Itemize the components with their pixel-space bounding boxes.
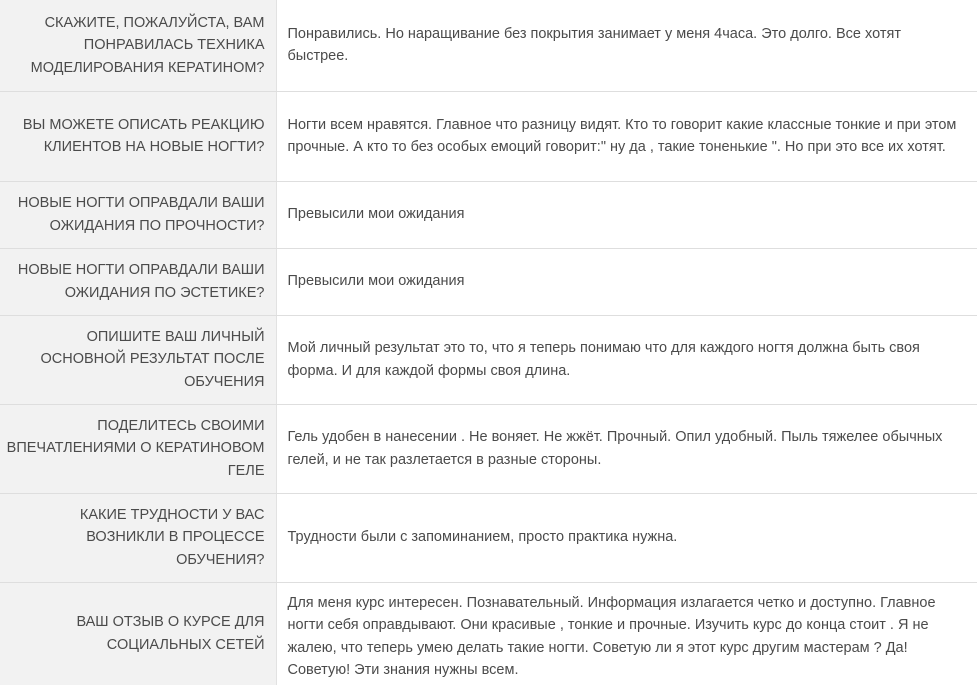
question-cell: СКАЖИТЕ, ПОЖАЛУЙСТА, ВАМ ПОНРАВИЛАСЬ ТЕХНИКА МОДЕЛИРОВАНИЯ КЕРАТИНОМ? [0, 0, 276, 91]
answer-cell: Превысили мои ожидания [276, 248, 977, 315]
table-row [0, 493, 977, 582]
answer-cell: Понравились. Но наращивание без покрытия занимает у меня 4часа. Это долго. Все хотят быстрее. [276, 0, 977, 91]
answer-cell: Гель удобен в нанесении . Не воняет. Не жжёт. Прочный. Опил удобный. Пыль тяжелее обычных гелей, и не так разлетается в разные стороны. [276, 404, 977, 493]
question-cell: ОПИШИТЕ ВАШ ЛИЧНЫЙ ОСНОВНОЙ РЕЗУЛЬТАТ ПОСЛЕ ОБУЧЕНИЯ [0, 315, 276, 404]
answer-cell: Трудности были с запоминанием, просто практика нужна. [276, 493, 977, 582]
question-cell: НОВЫЕ НОГТИ ОПРАВДАЛИ ВАШИ ОЖИДАНИЯ ПО ЭСТЕТИКЕ? [0, 248, 276, 315]
question-cell: НОВЫЕ НОГТИ ОПРАВДАЛИ ВАШИ ОЖИДАНИЯ ПО ПРОЧНОСТИ? [0, 181, 276, 248]
table-row [0, 0, 977, 91]
answer-cell: Для меня курс интересен. Познавательный. Информация излагается четко и доступно. Главное ногти себя оправдывают. Они красивые , тонкие и прочные. Изучить курс до конца стоит . Я не жалею, что теперь умею делать такие ногти. Советую ли я этот курс другим мастерам ? Да! Советую! Эти знания нужны всем. [276, 582, 977, 685]
answer-cell: Превысили мои ожидания [276, 181, 977, 248]
question-cell: ВАШ ОТЗЫВ О КУРСЕ ДЛЯ СОЦИАЛЬНЫХ СЕТЕЙ [0, 582, 276, 685]
question-cell: КАКИЕ ТРУДНОСТИ У ВАС ВОЗНИКЛИ В ПРОЦЕССЕ ОБУЧЕНИЯ? [0, 493, 276, 582]
question-cell: ВЫ МОЖЕТЕ ОПИСАТЬ РЕАКЦИЮ КЛИЕНТОВ НА НОВЫЕ НОГТИ? [0, 91, 276, 181]
question-cell: ПОДЕЛИТЕСЬ СВОИМИ ВПЕЧАТЛЕНИЯМИ О КЕРАТИНОВОМ ГЕЛЕ [0, 404, 276, 493]
answer-cell: Ногти всем нравятся. Главное что разницу видят. Кто то говорит какие классные тонкие и при этом прочные. А кто то без особых емоций говорит:" ну да , такие тоненькие ". Но при это все их хотят. [276, 91, 977, 181]
table-row [0, 248, 977, 315]
answer-cell: Мой личный результат это то, что я теперь понимаю что для каждого ногтя должна быть своя форма. И для каждой формы своя длина. [276, 315, 977, 404]
table-row [0, 91, 977, 181]
table-row [0, 315, 977, 404]
table-row [0, 404, 977, 493]
table-row [0, 582, 977, 685]
table-row [0, 181, 977, 248]
